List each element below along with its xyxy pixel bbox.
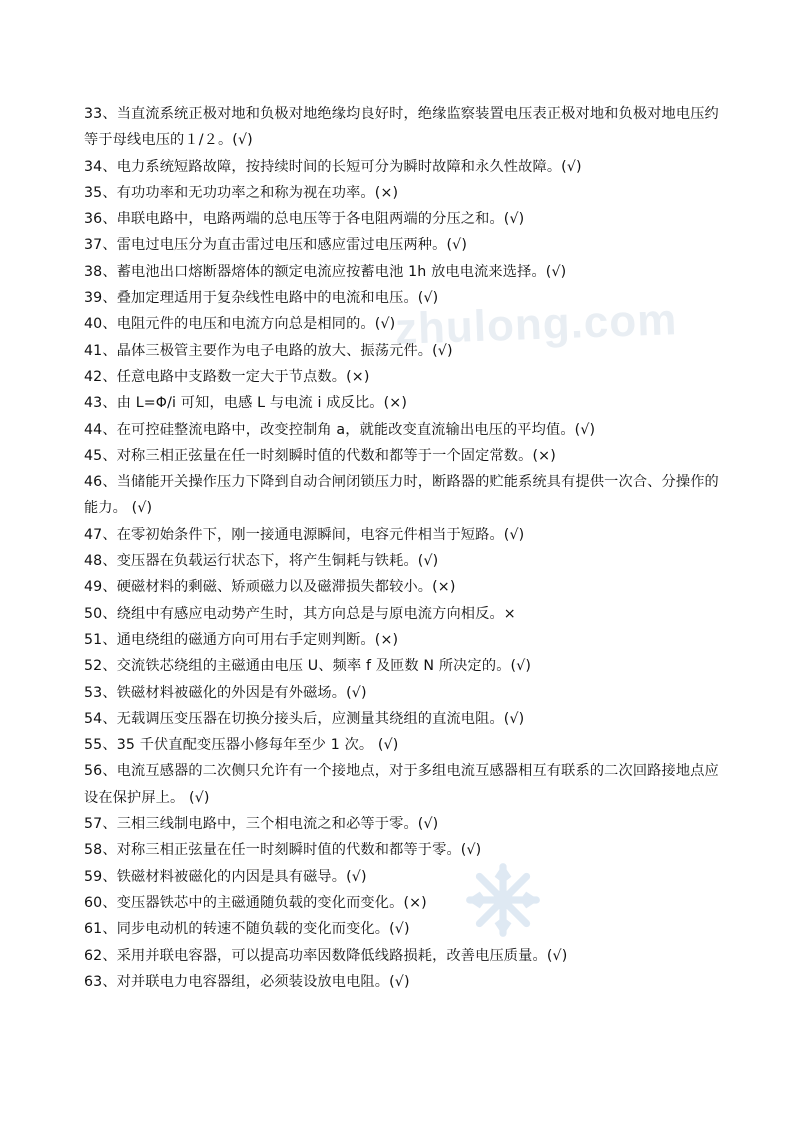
- question-item: 49、硬磁材料的剩磁、矫顽磁力以及磁滞损失都较小。(×): [84, 579, 456, 596]
- question-item: 54、无载调压变压器在切换分接头后，应测量其绕组的直流电阻。(√): [84, 710, 525, 727]
- question-item: 41、晶体三极管主要作为电子电路的放大、振荡元件。(√): [84, 342, 453, 359]
- question-item: 63、对并联电力电容器组，必须装设放电电阻。(√): [84, 973, 410, 990]
- question-item: 60、变压器铁芯中的主磁通随负载的变化而变化。(×): [84, 894, 427, 911]
- question-item: 57、三相三线制电路中，三个相电流之和必等于零。(√): [84, 816, 439, 833]
- question-item: 59、铁磁材料被磁化的内因是具有磁导。(√): [84, 868, 367, 885]
- question-item: 42、任意电路中支路数一定大于节点数。(×): [84, 368, 370, 385]
- question-item: 37、雷电过电压分为直击雷过电压和感应雷过电压两种。(√): [84, 237, 468, 254]
- question-item: 53、铁磁材料被磁化的外因是有外磁场。(√): [84, 684, 367, 701]
- question-item: 33、当直流系统正极对地和负极对地绝缘均良好时，绝缘监察装置电压表正极对地和负极对地电压约等于母线电压的１/２。(√): [84, 106, 719, 149]
- question-list: [84, 101, 724, 995]
- question-item: 51、通电绕组的磁通方向可用右手定则判断。(×): [84, 631, 399, 648]
- question-item: 55、35 千伏直配变压器小修每年至少 1 次。 (√): [84, 737, 399, 754]
- question-item: 43、由 L=Φ/i 可知，电感 L 与电流 i 成反比。(×): [84, 395, 408, 412]
- question-item: 58、对称三相正弦量在任一时刻瞬时值的代数和都等于零。(√): [84, 842, 482, 859]
- watermark-text: zhulong.com: [394, 295, 679, 354]
- question-item: 38、蓄电池出口熔断器熔体的额定电流应按蓄电池 1h 放电电流来选择。(√): [84, 263, 567, 280]
- question-item: 36、串联电路中，电路两端的总电压等于各电阻两端的分压之和。(√): [84, 211, 525, 228]
- question-item: 52、交流铁芯绕组的主磁通由电压 U、频率 f 及匝数 N 所决定的。(√): [84, 658, 532, 675]
- question-item: 39、叠加定理适用于复杂线性电路中的电流和电压。(√): [84, 290, 439, 307]
- question-item: 46、当储能开关操作压力下降到自动合闸闭锁压力时，断路器的贮能系统具有提供一次合、分操作的能力。 (√): [84, 474, 719, 517]
- question-item: 62、采用并联电容器，可以提高功率因数降低线路损耗，改善电压质量。(√): [84, 947, 568, 964]
- question-item: 47、在零初始条件下，刚一接通电源瞬间，电容元件相当于短路。(√): [84, 526, 525, 543]
- question-item: 40、电阻元件的电压和电流方向总是相同的。(√): [84, 316, 396, 333]
- question-item: 45、对称三相正弦量在任一时刻瞬时值的代数和都等于一个固定常数。(×): [84, 447, 556, 464]
- question-item: 44、在可控硅整流电路中，改变控制角 a，就能改变直流输出电压的平均值。(√): [84, 421, 596, 438]
- question-item: 35、有功功率和无功功率之和称为视在功率。(×): [84, 184, 399, 201]
- question-item: 48、变压器在负载运行状态下，将产生铜耗与铁耗。(√): [84, 553, 439, 570]
- question-item: 34、电力系统短路故障，按持续时间的长短可分为瞬时故障和永久性故障。(√): [84, 158, 582, 175]
- question-item: 61、同步电动机的转速不随负载的变化而变化。(√): [84, 921, 410, 938]
- question-item: 50、绕组中有感应电动势产生时，其方向总是与原电流方向相反。×: [84, 605, 516, 622]
- question-item: 56、电流互感器的二次侧只允许有一个接地点，对于多组电流互感器相互有联系的二次回路接地点应设在保护屏上。 (√): [84, 763, 719, 806]
